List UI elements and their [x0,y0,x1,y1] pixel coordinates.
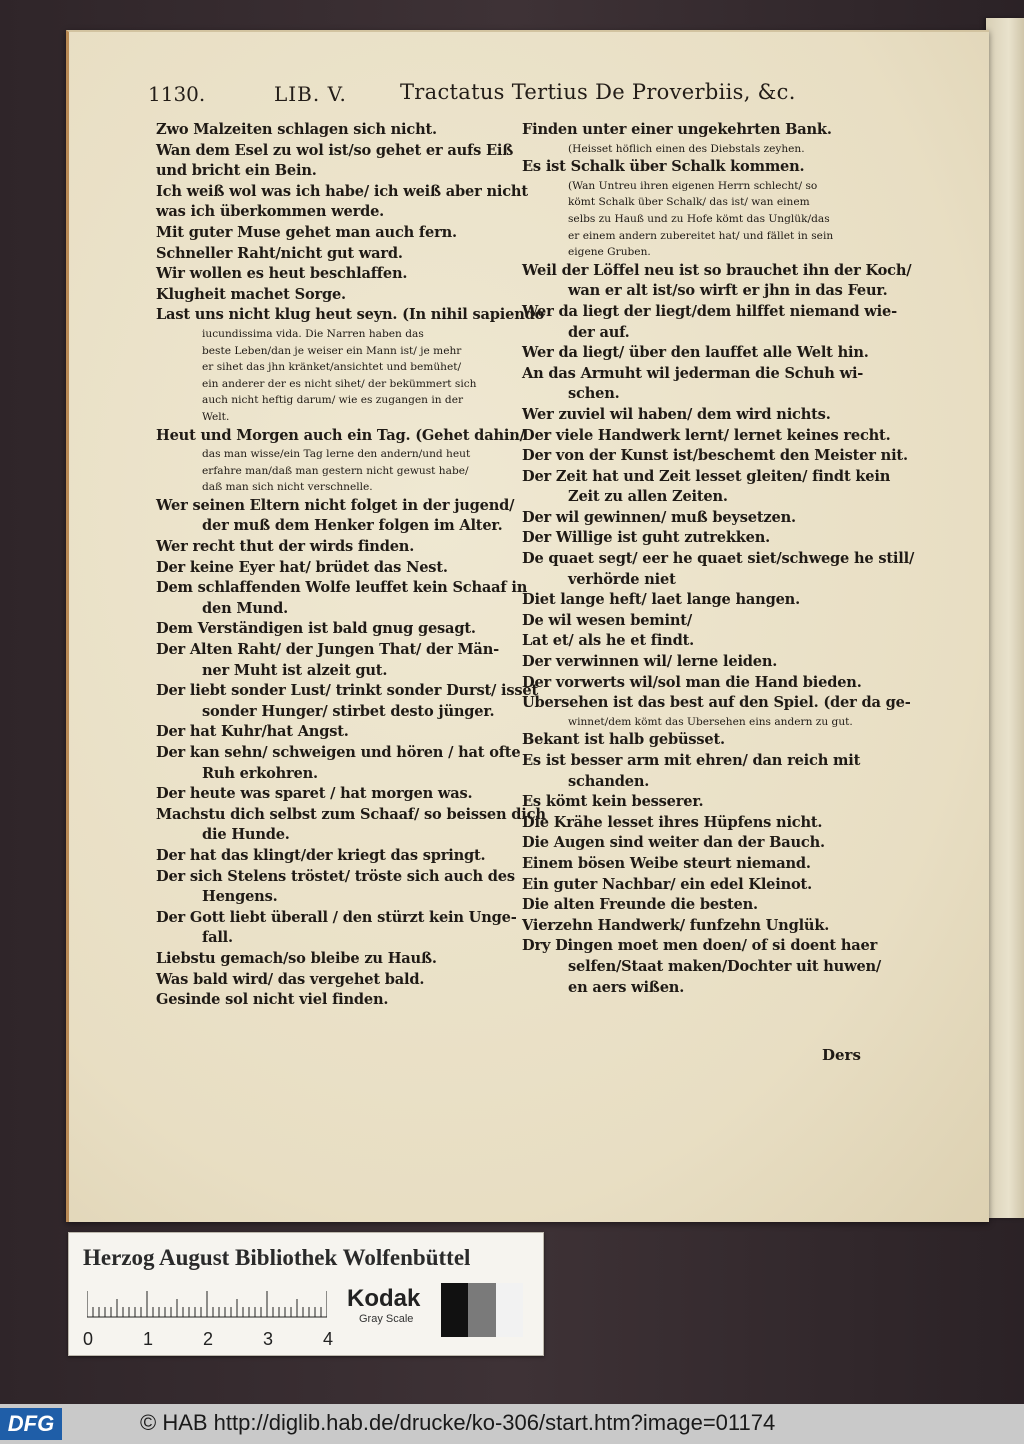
footer-bar [0,1404,1024,1444]
proverb-line: Der keine Eyer hat/ brüdet das Nest. [156,558,448,576]
gray-swatch [468,1283,495,1337]
proverb-line: Diet lange heft/ laet lange hangen. [522,591,800,609]
proverb-line: Es ist besser arm mit ehren/ dan reich mit [522,752,861,769]
commentary-line: erfahre man/daß man gestern nicht gewust habe/ [202,464,469,477]
proverb-line: verhörde niet [568,570,676,588]
left-column [156,120,546,1011]
page-number: 1130. [148,82,206,106]
proverb-line: Lat et/ als he et findt. [522,632,695,650]
commentary-line: eigene Gruben. [568,246,651,259]
proverb-line: Die Krähe lesset ihres Hüpfens nicht. [522,813,823,831]
proverb-line: Vierzehn Handwerk/ funfzehn Unglük. [522,916,830,934]
commentary-line: (Wan Untreu ihren eigenen Herrn schlecht/ so [568,179,818,192]
commentary-line: iucundissima vida. Die Narren haben das [202,327,424,340]
proverb-line: Bekant ist halb gebüsset. [522,731,725,749]
ruler-label: 3 [263,1329,274,1349]
right-column [522,120,915,998]
ruler-label: 0 [83,1329,94,1349]
proverb-line: und bricht ein Bein. [156,162,317,180]
proverb-line: An das Armuht wil jederman die Schuh wi- [522,364,864,382]
proverb-line: Was bald wird/ das vergehet bald. [156,970,425,988]
proverb-line: Der viele Handwerk lernt/ lernet keines recht. [522,426,891,444]
commentary-line: er sihet das jhn kränket/ansichtet und bemühet/ [202,361,462,374]
proverb-line: Machstu dich selbst zum Schaaf/ so beissen dich [156,805,546,823]
proverb-line: Schneller Raht/nicht gut ward. [156,244,403,262]
proverb-line: Zeit zu allen Zeiten. [568,488,728,506]
proverb-line: Dem schlaffenden Wolfe leuffet kein Schaaf in [156,579,528,597]
proverb-line: Der vorwerts wil/sol man die Hand bieden. [522,673,862,691]
proverb-line: Heut und Morgen auch ein Tag. (Gehet dahin/ [156,426,525,444]
proverb-line: Zwo Malzeiten schlagen sich nicht. [156,121,437,138]
proverb-line: was ich überkommen werde. [156,203,385,221]
ruler-label: 4 [323,1329,334,1349]
proverb-line: Klugheit machet Sorge. [156,285,346,303]
proverb-line: Einem bösen Weibe steurt niemand. [522,854,811,872]
proverb-line: Ubersehen ist das best auf den Spiel. (der da ge- [522,694,911,712]
commentary-line: auch nicht heftig darum/ wie es zugangen in der [202,394,464,407]
proverb-line: der auf. [568,323,630,341]
gray-swatches [441,1283,523,1337]
commentary-line: ein anderer der es nicht sihet/ der bekümmert sich [202,377,477,390]
proverb-line: Wer da liegt/ über den lauffet alle Welt hin. [522,344,869,362]
proverb-line: Dem Verständigen ist bald gnug gesagt. [156,620,476,638]
proverb-line: den Mund. [202,599,289,617]
proverb-line: Wer zuviel wil haben/ dem wird nichts. [522,405,831,423]
proverb-line: Der liebt sonder Lust/ trinkt sonder Durst/ isset [156,682,539,700]
book-number: LIB. V. [274,82,347,106]
proverb-line: Wan dem Esel zu wol ist/so gehet er aufs Eiß [156,141,514,159]
commentary-line: das man wisse/ein Tag lerne den andern/und heut [202,448,471,461]
commentary-line: kömt Schalk über Schalk/ das ist/ wan einem [568,196,810,209]
commentary-line: winnet/dem kömt das Ubersehen eins andern zu gut. [568,715,853,728]
ruler-label: 2 [203,1329,214,1349]
proverb-line: die Hunde. [202,826,290,844]
proverb-line: Der Alten Raht/ der Jungen That/ der Män- [156,641,499,659]
proverb-line: Wer seinen Eltern nicht folget in der jugend/ [156,496,515,514]
proverb-line: Ein guter Nachbar/ ein edel Kleinot. [522,875,812,893]
proverb-line: der muß dem Henker folgen im Alter. [202,517,503,535]
proverb-line: Der von der Kunst ist/beschemt den Meister nit. [522,447,908,465]
proverb-line: Weil der Löffel neu ist so brauchet ihn der Koch/ [522,261,912,279]
proverb-line: sonder Hunger/ stirbet desto jünger. [202,702,495,720]
proverb-line: ner Muht ist alzeit gut. [202,661,388,679]
commentary-line: Welt. [202,410,230,423]
commentary-line: beste Leben/dan je weiser ein Mann ist/ je mehr [202,344,462,357]
ruler-labels [83,1329,343,1351]
proverb-line: Der sich Stelens tröstet/ tröste sich auch des [156,867,515,885]
gray-scale-label: Gray Scale [359,1313,414,1325]
gray-swatch [441,1283,468,1337]
treatise-title: Tractatus Tertius De Proverbiis, &c. [400,80,796,104]
proverb-line: Mit guter Muse gehet man auch fern. [156,223,457,241]
proverb-line: Hengens. [202,888,278,906]
gray-swatch [496,1283,523,1337]
proverb-line: Ruh erkohren. [202,764,318,782]
proverb-line: Gesinde sol nicht viel finden. [156,991,389,1009]
proverb-line: Der Zeit hat und Zeit lesset gleiten/ findt kein [522,467,891,485]
copyright-url: © HAB http://diglib.hab.de/drucke/ko-306/start.htm?image=01174 [140,1410,776,1435]
running-header [148,80,848,114]
proverb-line: Dry Dingen moet men doen/ of si doent haer [522,937,878,955]
proverb-line: Der Gott liebt überall / den stürzt kein Unge- [156,908,517,926]
proverb-line: Es ist Schalk über Schalk kommen. [522,158,805,176]
proverb-line: schanden. [568,772,650,790]
catchword: Ders [822,1046,861,1064]
commentary-line: er einem andern zubereitet hat/ und fället in sein [568,229,834,242]
proverb-line: Der kan sehn/ schweigen und hören / hat ofte [156,744,521,761]
commentary-line: (Heisset höflich einen des Diebstals zeyhen. [568,142,805,155]
proverb-line: Es kömt kein besserer. [522,793,704,811]
proverb-line: Wir wollen es heut beschlaffen. [156,265,408,283]
adjacent-page-edge [986,18,1024,1218]
proverb-line: De quaet segt/ eer he quaet siet/schwege he still/ [522,550,915,568]
proverb-line: Finden unter einer ungekehrten Bank. [522,121,832,138]
proverb-line: Der Willige ist guht zutrekken. [522,529,771,547]
commentary-line: daß man sich nicht verschnelle. [202,481,373,494]
ruler-label: 1 [143,1329,154,1349]
proverb-line: en aers wißen. [568,978,685,996]
color-calibration-card [68,1232,544,1356]
dfg-logo: DFG [0,1408,62,1440]
kodak-logo: Kodak [347,1285,421,1312]
proverb-line: Wer recht thut der wirds finden. [156,538,415,556]
proverb-line: Wer da liegt der liegt/dem hilffet niemand wie- [522,302,897,320]
proverb-line: Der verwinnen wil/ lerne leiden. [522,653,778,671]
proverb-line: Die Augen sind weiter dan der Bauch. [522,834,825,852]
proverb-line: Der heute was sparet / hat morgen was. [156,785,473,803]
proverb-line: De wil wesen bemint/ [522,611,692,629]
proverb-line: selfen/Staat maken/Dochter uit huwen/ [568,957,882,975]
proverb-line: fall. [202,929,233,947]
proverb-line: Der hat das klingt/der kriegt das springt. [156,846,486,864]
proverb-line: wan er alt ist/so wirft er jhn in das Feur. [568,282,888,300]
commentary-line: selbs zu Hauß und zu Hofe kömt das Unglük/das [568,212,830,225]
proverb-line: Ich weiß wol was ich habe/ ich weiß aber nicht [156,182,528,200]
proverb-line: schen. [568,385,620,403]
proverb-line: Die alten Freunde die besten. [522,896,758,914]
proverb-line: Last uns nicht klug heut seyn. (In nihil sapiendo [156,306,545,324]
library-name: Herzog August Bibliothek Wolfenbüttel [83,1245,471,1270]
proverb-line: Der hat Kuhr/hat Angst. [156,723,349,741]
proverb-line: Der wil gewinnen/ muß beysetzen. [522,508,796,526]
proverb-line: Liebstu gemach/so bleibe zu Hauß. [156,949,437,967]
